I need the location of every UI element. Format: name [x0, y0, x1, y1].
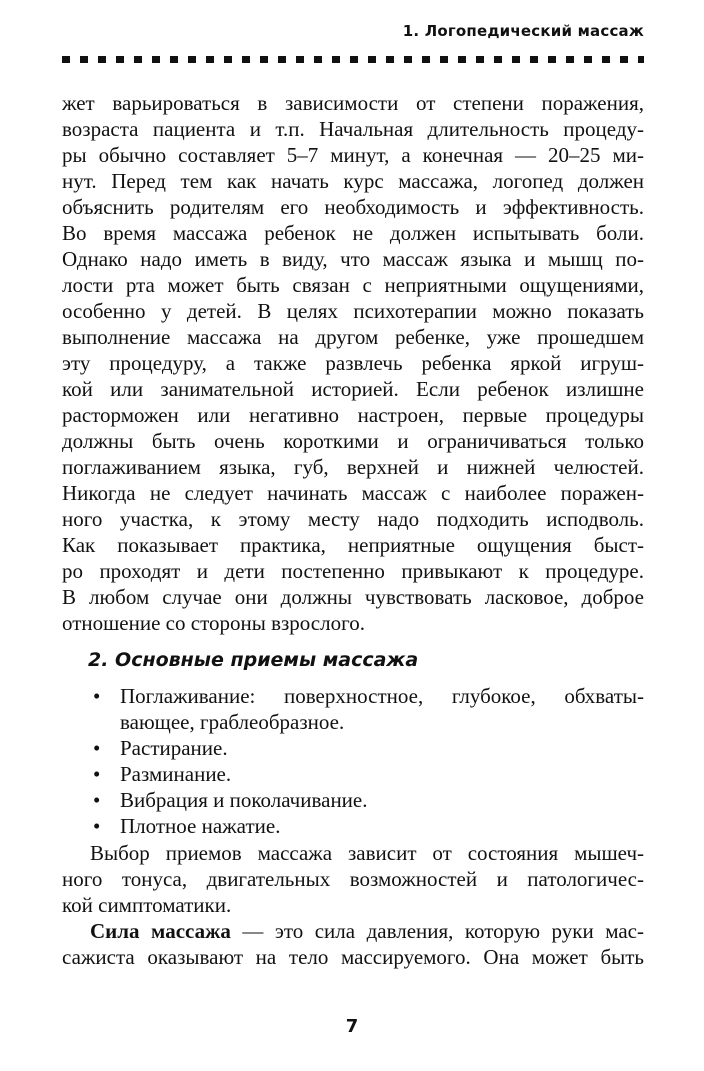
list-item	[62, 683, 644, 735]
text-line: объяснить родителям его необходимость и эффективность.	[62, 195, 644, 219]
text-line	[62, 918, 644, 944]
list-item	[62, 735, 644, 761]
text-line: ного тонуса, двигательных возможностей и патологичес-	[62, 867, 644, 891]
section-heading: 2. Основные приемы массажа	[88, 649, 419, 671]
definition-text: — это сила давления, которую руки мас-	[230, 919, 644, 943]
list-item	[62, 761, 644, 787]
text-line: Поглаживание: поверхностное, глубокое, обхваты-	[120, 684, 644, 708]
page-number: 7	[345, 1016, 359, 1037]
bullet-marker: •	[93, 788, 101, 812]
text-line: ры обычно составляет 5–7 минут, а конечная — 20–25 ми-	[62, 143, 644, 167]
text-line: Однако надо иметь в виду, что массаж языка и мышц по-	[62, 247, 644, 271]
text-line: Разминание.	[120, 762, 232, 786]
text-line: В любом случае они должны чувствовать ласковое, доброе	[62, 585, 644, 609]
running-header: 1. Логопедический массаж	[402, 22, 644, 40]
text-line: кой или занимательной историей. Если ребенок излишне	[62, 377, 644, 401]
text-line: Вибрация и поколачивание.	[120, 788, 368, 812]
text-line: эту процедуру, а также развлечь ребенка яркой игруш-	[62, 351, 644, 375]
text-line: ро проходят и дети постепенно привыкают к процедуре.	[62, 559, 644, 583]
bullet-marker: •	[93, 762, 101, 786]
text-line: Никогда не следует начинать массаж с наиболее поражен-	[62, 481, 644, 505]
paragraph-technique-choice	[62, 840, 644, 918]
bullet-marker: •	[93, 814, 101, 838]
text-line: особенно у детей. В целях психотерапии можно показать	[62, 299, 644, 323]
text-line: выполнение массажа на другом ребенке, уже прошедшем	[62, 325, 644, 349]
text-line: Как показывает практика, неприятные ощущения быст-	[62, 533, 644, 557]
list-item	[62, 813, 644, 839]
defined-term: Сила массажа	[90, 919, 231, 943]
text-line: лости рта может быть связан с неприятными ощущениями,	[62, 273, 644, 297]
text-line: ного участка, к этому месту надо подходить исподволь.	[62, 507, 644, 531]
bullet-marker: •	[93, 736, 101, 760]
text-line: Плотное нажатие.	[120, 814, 281, 838]
header-dotted-rule	[62, 56, 644, 63]
text-line: кой симптоматики.	[62, 893, 232, 917]
text-line: поглаживанием языка, губ, верхней и нижней челюстей.	[62, 455, 644, 479]
text-line: возраста пациента и т.п. Начальная длительность процеду-	[62, 117, 644, 141]
text-line: должны быть очень короткими и ограничиваться только	[62, 429, 644, 453]
paragraph-dosage-and-psychotherapy	[62, 90, 644, 636]
text-line: жет варьироваться в зависимости от степени поражения,	[62, 91, 644, 115]
text-line: нут. Перед тем как начать курс массажа, логопед должен	[62, 169, 644, 193]
text-line: вающее, граблеобразное.	[120, 710, 345, 734]
text-line: Растирание.	[120, 736, 228, 760]
massage-techniques-list	[62, 683, 644, 839]
text-line: сажиста оказывают на тело массируемого. Она может быть	[62, 945, 644, 969]
paragraph-massage-force	[62, 918, 644, 970]
text-line: Во время массажа ребенок не должен испытывать боли.	[62, 221, 644, 245]
text-line: Выбор приемов массажа зависит от состояния мышеч-	[90, 841, 644, 865]
text-line: отношение со стороны взрослого.	[62, 611, 365, 635]
text-line: расторможен или негативно настроен, первые процедуры	[62, 403, 644, 427]
list-item	[62, 787, 644, 813]
bullet-marker: •	[93, 684, 101, 708]
